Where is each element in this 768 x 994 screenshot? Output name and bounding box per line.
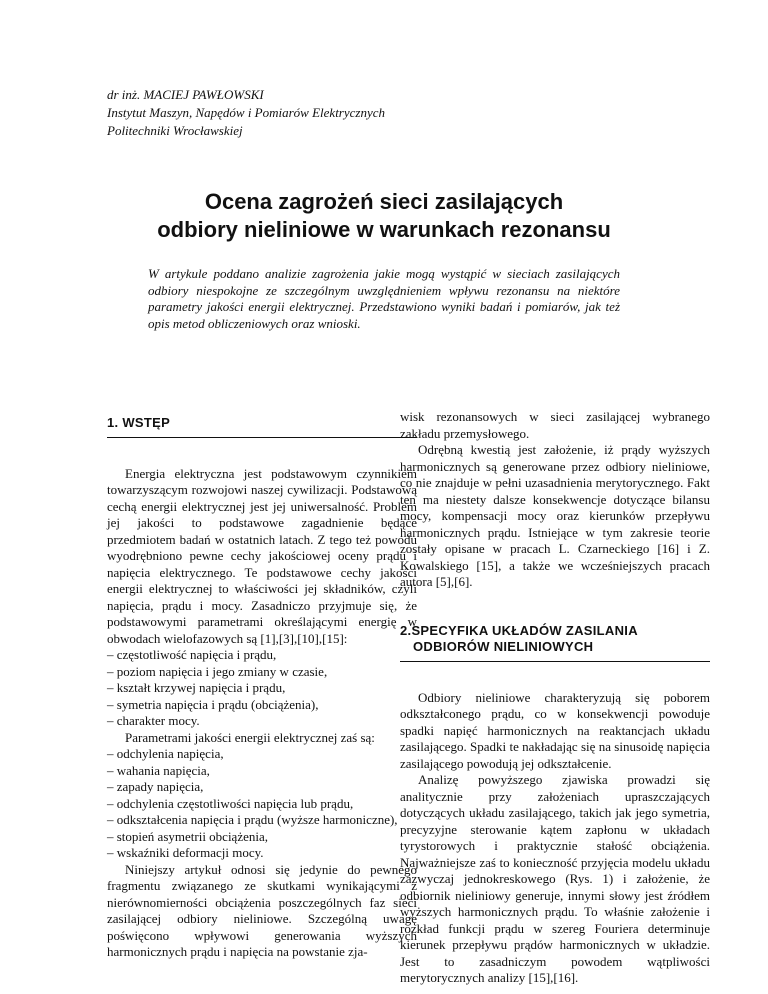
list-item: – symetria napięcia i prądu (obciążenia),: [107, 696, 319, 712]
list-item: – charakter mocy.: [107, 713, 200, 728]
section-2-heading: [400, 623, 710, 656]
author-institute: Instytut Maszyn, Napędów i Pomiarów Elektrycznych: [107, 105, 386, 120]
section-2-paragraph-2: Analizę powyższego zjawiska prowadzi się analitycznie przy założeniach upraszczających dotyczących układu zasilającego, takich jak jego symetria, precyzyjne sterowanie kątem zapłonu w układach tyrystorowych i praktycznie stałość obciążenia. Najważniejsze zaś to konieczność przyjęcia modelu układu zazwyczaj jednokreskowego (Rys. 1) i założenie, że odbiornik nieliniowy generuje, innymi słowy jest źródłem wyższych harmonicznych prądu. To właśnie założenie i rozkład funkcji prądu w szereg Fouriera determinuje kierunek przepływu prądów harmonicznych w układzie. Jest to zasadniczym powodem wątpliwości merytorycznych analizy [15],[16].: [400, 772, 710, 985]
list-item: – stopień asymetrii obciążenia,: [107, 828, 269, 844]
list-item: – zapady napięcia,: [107, 779, 204, 794]
list-item: – odkształcenia napięcia i prądu (wyższe harmoniczne),: [107, 812, 398, 827]
section-2-heading-line-1: 2.SPECYFIKA UKŁADÓW ZASILANIA: [400, 622, 638, 638]
continued-paragraph: wisk rezonansowych w sieci zasilającej wybranego zakładu przemysłowego.: [400, 409, 710, 441]
right-column: [400, 409, 710, 987]
author-name: dr inż. MACIEJ PAWŁOWSKI: [107, 87, 264, 102]
title-line-2: odbiory nieliniowe w warunkach rezonansu: [157, 217, 611, 242]
author-university: Politechniki Wrocławskiej: [107, 123, 243, 138]
author-block: [107, 86, 385, 140]
list-item: – wskaźniki deformacji mocy.: [107, 845, 264, 860]
paper-title: [60, 188, 708, 244]
list-item: – odchylenia napięcia,: [107, 746, 224, 761]
section-2-paragraph-1: Odbiory nieliniowe charakteryzują się poborem odkształconego prądu, co w konsekwencji powoduje spadki napięć harmonicznych na reaktancjach układu zasilającego. Spadki te nakładając się na sinusoidę napięcia zasilającego powodują jej odkształcenie.: [400, 689, 710, 771]
section-1-heading: 1. WSTĘP: [107, 415, 171, 430]
abstract: W artykule poddano analizie zagrożenia jakie mogą wystąpić w sieciach zasilających odbiory niespokojne ze szczególnym uwzględnieniem wpływu rezonansu na niektóre parametry jakości energii elektrycznej. Przedstawiono wyniki badań i pomiarów, jak też opis metod obliczeniowych oraz wnioski.: [148, 266, 620, 331]
list-item: – poziom napięcia i jego zmiany w czasie,: [107, 663, 328, 679]
list-item: – częstotliwość napięcia i prądu,: [107, 647, 277, 662]
list-item: – odchylenia częstotliwości napięcia lub prądu,: [107, 795, 354, 811]
title-line-1: Ocena zagrożeń sieci zasilających: [204, 189, 564, 214]
list-item: – kształt krzywej napięcia i prądu,: [107, 680, 286, 695]
section-1-paragraph-2: Parametrami jakości energii elektrycznej zaś są:: [125, 729, 375, 745]
right-paragraph-2: Odrębną kwestią jest założenie, iż prądy wyższych harmonicznych są generowane przez odbiory nieliniowe, co nie znajduje w pełni uzasadnienia merytorycznego. Fakt ten ma niestety dalsze konsekwencje dotyczące bilansu mocy, kompensacji mocy oraz kierunków przepływu harmonicznych prądu. Istniejące w tym zakresie teorie zostały opisane w pracach L. Czarneckiego [16] i Z. Kowalskiego [15], a także we wcześniejszych pracach autora [5],[6].: [400, 442, 710, 589]
left-column: [107, 415, 417, 961]
section-1-paragraph-1: Energia elektryczna jest podstawowym czynnikiem towarzyszącym rozwojowi naszej cywilizacji. Podstawową cechą energii elektrycznej jest jej uniwersalność. Problem jej jakości to podstawowe zagadnienie będące przedmiotem badań w ostatnich latach. Z tego też powodu wyodrębniono pewne cechy jakościowej oceny prądu i napięcia elektrycznego. Te podstawowe cechy jakości energii elektrycznej to właściwości jej składników, czyli napięcia, prądu i mocy. Zasadniczo przyjmuje się, że podstawowymi parametrami określającymi energię w obwodach wielofazowych są [1],[3],[10],[15]:: [107, 465, 417, 646]
list-item: – wahania napięcia,: [107, 762, 210, 778]
section-1-paragraph-3: Niniejszy artykuł odnosi się jedynie do pewnego fragmentu związanego ze skutkami wynikającymi z nierównomierności obciążenia poszczególnych faz sieci zasilającej odbiory nieliniowe. Szczególną uwagę poświęcono wpływowi generowania wyższych harmonicznych prądu i napięcia na powstanie zja-: [107, 861, 417, 959]
section-2-heading-line-2: ODBIORÓW NIELINIOWYCH: [413, 639, 594, 654]
